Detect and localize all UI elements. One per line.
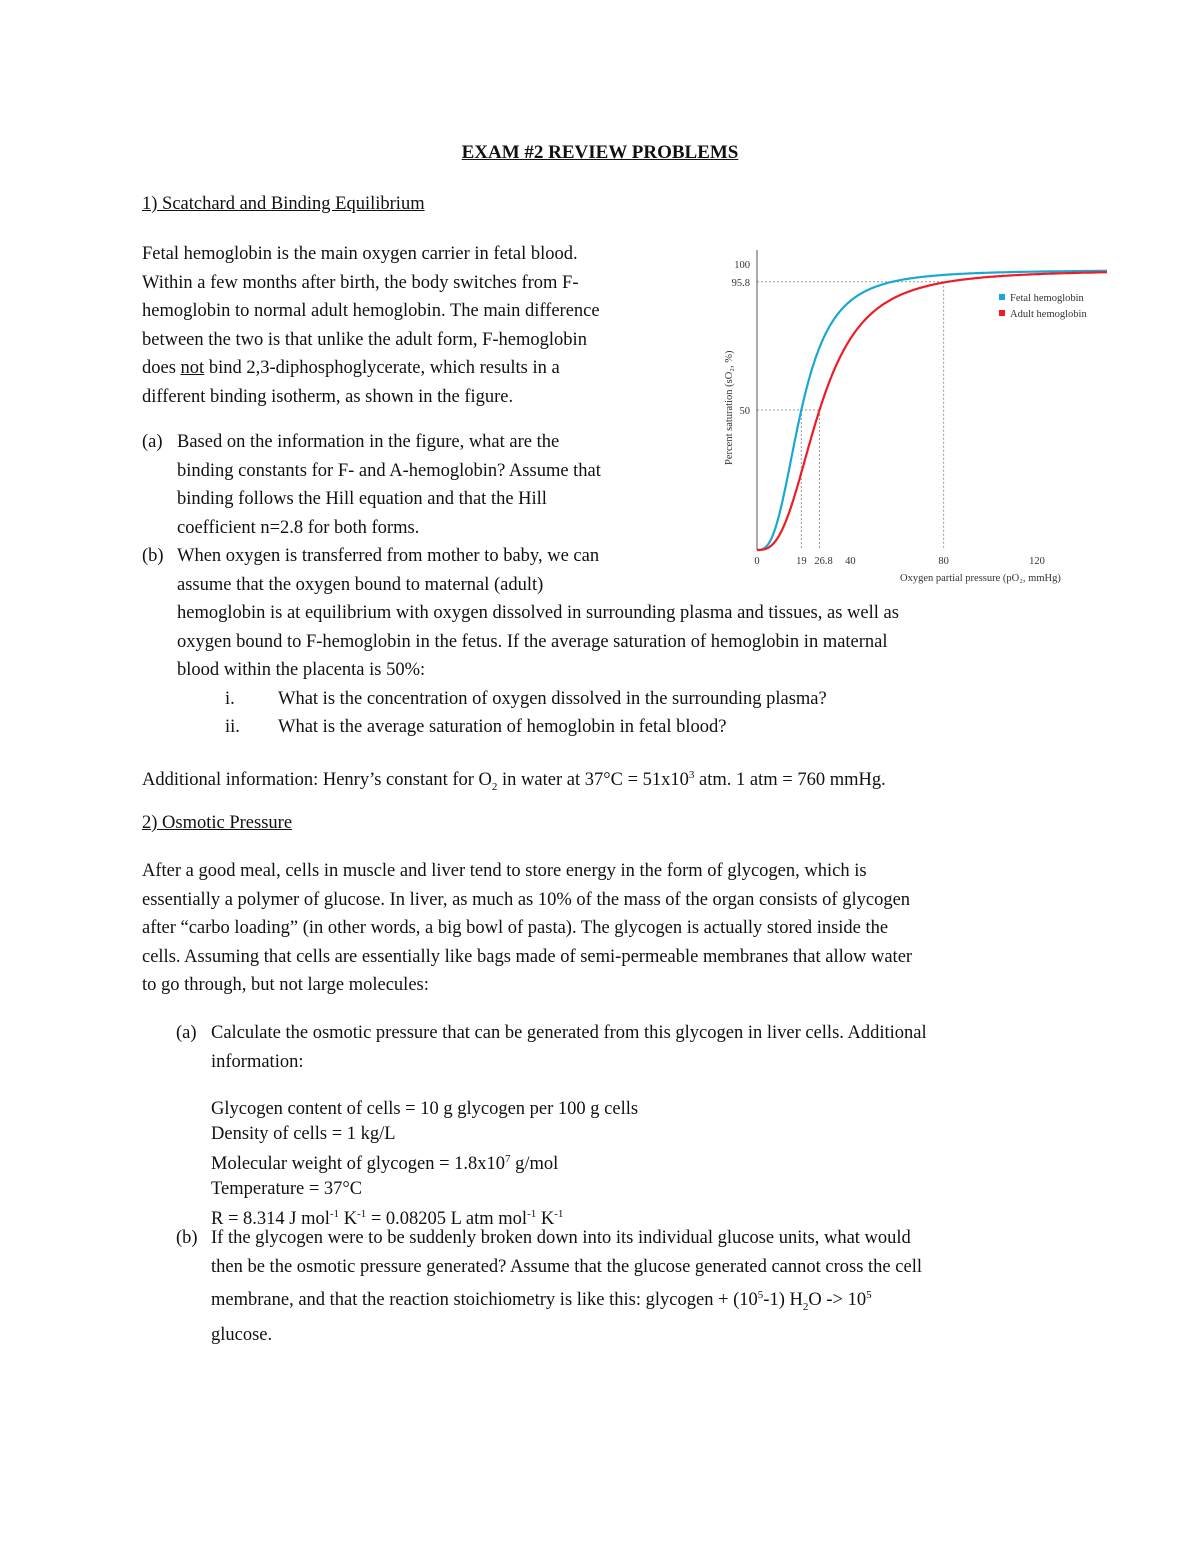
- y-tick-label: 50: [739, 406, 750, 417]
- x-tick-label: 120: [1029, 556, 1045, 567]
- x-tick-label: 19: [796, 556, 807, 567]
- question-1b: (b) When oxygen is transferred from mother to baby, we can assume that the oxygen bound to maternal (adult) hemoglobin is at equilibrium with oxygen dissolved in surrounding plasma and tissues, as well as oxygen bound to F-hemoglobin in the fetus. If the average saturation of hemoglobin in maternal blood within the placenta is 50%:: [142, 546, 899, 680]
- y-tick-label: 95.8: [731, 277, 750, 289]
- x-tick-label: 26.8: [814, 556, 833, 567]
- legend-swatch-adult: [999, 310, 1005, 316]
- x-axis-label: Oxygen partial pressure (pO₂, mmHg): [900, 573, 1061, 584]
- x-tick-label: 80: [938, 556, 949, 567]
- question-1a: (a) Based on the information in the figure, what are the binding constants for F- and A-hemoglobin? Assume that binding follows the Hill equation and that the Hill coefficient n=2.8 for both forms. (b) When oxygen is transferred from mother to baby, we can assume that the oxygen bound to maternal (adult) hemoglobin is at equilibrium with oxygen dissolved in surrounding plasma and tissues, as well as oxygen bound to F-hemoglobin in the fetus. If the average saturation of hemoglobin in maternal blood within the placenta is 50%: i. What is the concentration of oxygen dissolved in the surrounding plasma? ii. What is the average saturation of hemoglobin in fetal blood?: [142, 428, 1042, 742]
- y-tick-label: 100: [734, 260, 750, 271]
- y-axis-label: Percent saturation (sO₂, %): [724, 350, 735, 465]
- given-info: Glycogen content of cells = 10 g glycogen per 100 g cells Density of cells = 1 kg/L Molecular weight of glycogen = $1.8x10^7$ g/mol Temperature = 37°C R = 8.314 J mol$^{-1}$ $K^{-1} = 0.08205$ L atm mol$^{-1}$ $K^{-1}$: [211, 1099, 639, 1230]
- additional-info: Additional information: Henry’s constant for $O_2$ in water at $37^\circ C = 51x10^3$ atm. 1 atm = 760 mmHg.: [142, 769, 886, 793]
- question-2b: (b) If the glycogen were to be suddenly broken down into its individual glucose units, what would then be the osmotic pressure generated? Assume that the glucose generated cannot cross the cell membrane, and that the reaction stoichiometry is like this: glycogen + $(10^5-1) H_2O -> 10^5$ glucose.: [176, 1228, 922, 1346]
- legend-label-adult: Adult hemoglobin: [1010, 309, 1087, 320]
- legend: [999, 293, 1087, 320]
- question-2a: (a) Calculate the osmotic pressure that can be generated from this glycogen in liver cells. Additional information:: [176, 1023, 927, 1072]
- section-2-intro: After a good meal, cells in muscle and liver tend to store energy in the form of glycogen, which is essentially a polymer of glucose. In liver, as much as 10% of the mass of the organ consists of glycogen after “carbo loading” (in other words, a big bowl of pasta). The glycogen is actually stored inside the cells. Assuming that cells are essentially like bags made of semi-permeable membranes that allow water to go through, but not large molecules:: [142, 861, 913, 995]
- legend-label-fetal: Fetal hemoglobin: [1010, 293, 1084, 304]
- section-1-heading: 1) Scatchard and Binding Equilibrium: [142, 194, 425, 214]
- x-tick-label: 0: [754, 556, 760, 567]
- legend-swatch-fetal: [999, 294, 1005, 300]
- page-title: EXAM #2 REVIEW PROBLEMS: [461, 142, 739, 163]
- oxygen-binding-chart: [710, 245, 1120, 590]
- x-tick-label: 40: [845, 556, 856, 567]
- section-1-intro: Fetal hemoglobin is the main oxygen carrier in fetal blood. Within a few months after birth, the body switches from F- hemoglobin to normal adult hemoglobin. The main difference between the two is that unlike the adult form, F-hemoglobin does not bind 2,3-diphosphoglycerate, which results in a different binding isotherm, as shown in the figure.: [142, 244, 600, 407]
- section-2-heading: 2) Osmotic Pressure: [142, 813, 293, 833]
